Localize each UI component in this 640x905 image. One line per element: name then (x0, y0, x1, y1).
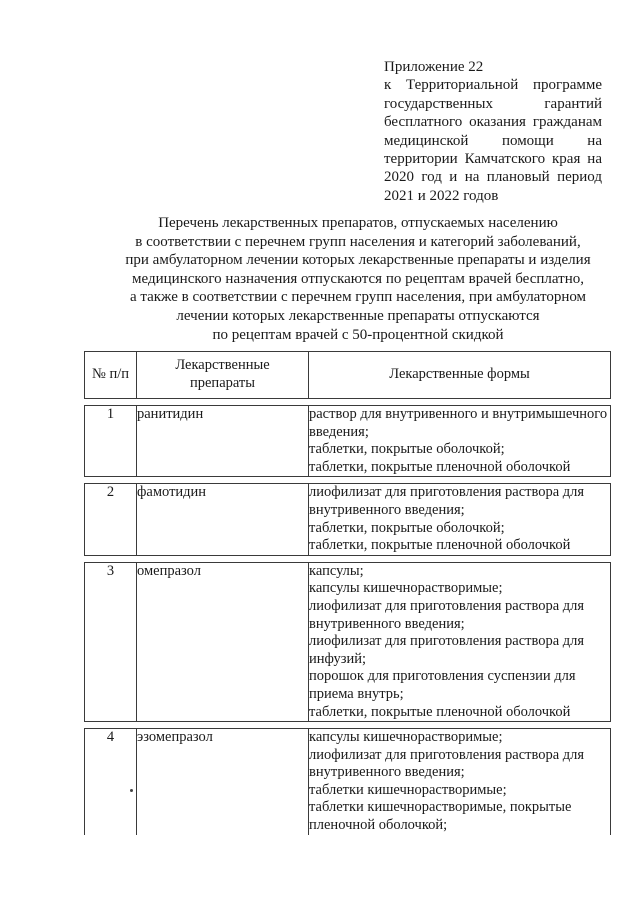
form-item: таблетки кишечнорастворимые; (309, 781, 507, 798)
appendix-note (384, 58, 602, 205)
form-item: капсулы кишечнорастворимые; (309, 729, 503, 746)
row-number: 2 (85, 484, 137, 555)
table-row (85, 484, 611, 555)
drug-name: фамотидин (137, 484, 309, 555)
drug-name: омепразол (137, 562, 309, 721)
table-header-row (85, 352, 611, 399)
row-number: 1 (85, 406, 137, 477)
form-item: лиофилизат для приготовления раствора для инфузий; (309, 633, 585, 667)
table-row (85, 406, 611, 477)
form-item: лиофилизат для приготовления раствора для внутривенного введения; (309, 597, 585, 632)
form-item: таблетки, покрытые оболочкой; (309, 441, 505, 458)
header-forms: Лекарственные формы (309, 352, 611, 399)
title-line: Перечень лекарственных препаратов, отпускаемых населению (158, 215, 558, 231)
drug-forms (309, 406, 611, 477)
form-item: таблетки кишечнорастворимые, покрытые пленочной оболочкой; (309, 799, 572, 834)
form-item: порошок для приготовления суспензии для приема внутрь; (309, 668, 576, 702)
title-line: при амбулаторном лечении которых лекарственные препараты и изделия (125, 252, 591, 269)
title-line: в соответствии с перечнем групп населения и категорий заболеваний, (135, 233, 581, 250)
form-item: капсулы; (309, 562, 364, 579)
title-line: а также в соответствии с перечнем групп населения, при амбулаторном (129, 289, 587, 306)
document-title (96, 214, 620, 344)
scan-speck (130, 789, 133, 792)
drug-forms (309, 484, 611, 555)
title-line: медицинского назначения отпускаются по рецептам врачей бесплатно, (132, 270, 584, 287)
drug-forms (309, 729, 611, 835)
header-drugs: Лекарственные препараты (137, 352, 309, 399)
appendix-text: к Территориальной программе государственных гарантий бесплатного оказания гражданам медицинской помощи на территории Камчатского края на 2020 год и на плановый период 2021 и 2022 годов (384, 77, 602, 204)
form-item: таблетки, покрытые оболочкой; (309, 519, 505, 536)
row-number: 4 (85, 729, 137, 835)
row-number: 3 (85, 562, 137, 721)
table-row (85, 729, 611, 835)
form-item: капсулы кишечнорастворимые; (309, 580, 503, 597)
form-item: лиофилизат для приготовления раствора для внутривенного введения; (309, 484, 585, 518)
drug-name: ранитидин (137, 406, 309, 477)
header-num: № п/п (85, 352, 137, 399)
form-item: лиофилизат для приготовления раствора для внутривенного введения; (309, 746, 585, 781)
table-body (85, 406, 611, 835)
title-line: лечении которых лекарственные препараты отпускаются (176, 307, 540, 324)
drug-name: эзомепразол (137, 729, 309, 835)
appendix-title: Приложение 22 (384, 59, 484, 75)
form-item: таблетки, покрытые пленочной оболочкой (309, 458, 571, 475)
title-line: по рецептам врачей с 50-процентной скидкой (212, 326, 504, 343)
form-item: раствор для внутривенного и внутримышечного введения; (309, 406, 608, 440)
drugs-table (84, 351, 611, 835)
form-item: таблетки, покрытые пленочной оболочкой (309, 537, 571, 554)
drug-forms (309, 562, 611, 721)
form-item: таблетки, покрытые пленочной оболочкой (309, 703, 571, 720)
table-row (85, 562, 611, 721)
